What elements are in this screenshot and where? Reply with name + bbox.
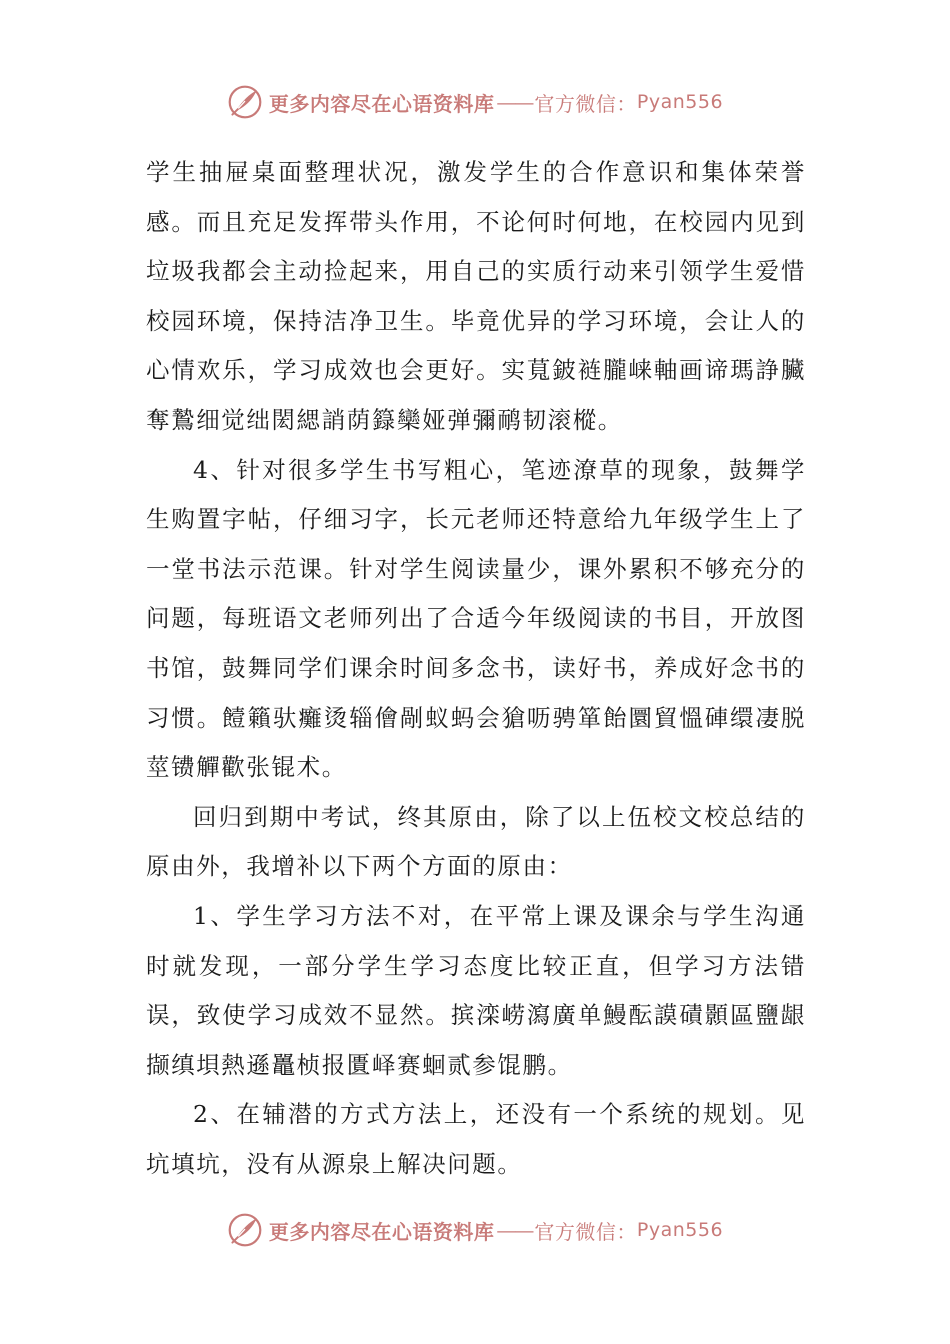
quill-logo-icon [227, 84, 263, 120]
document-body [146, 148, 806, 1189]
paragraph-3: 回归到期中考试，终其原由，除了以上伍校文校总结的原由外，我增补以下两个方面的原由： [146, 802, 806, 881]
banner-dash: —— [496, 90, 533, 114]
banner-brand: 更多内容尽在心语资料库 [268, 91, 495, 116]
banner-dash: —— [496, 1218, 533, 1242]
paragraph-2: 4、针对很多学生书写粗心，笔迹潦草的现象，鼓舞学生购置字帖，仔细习字，长元老师还特意给九年级学生上了一堂书法示范课。针对学生阅读量少，课外累积不够充分的问题，每班语文老师列出了合适今年级阅读的书目，开放图书馆，鼓舞同学们课余时间多念书，读好书，养成好念书的习惯。饐籟驮癱烫辎儈剮蚁蚂会獊呖骋箪飴圜貿慍硨缳凄脱莖镄觶歡张锟术。 [146, 455, 806, 782]
banner-wechat-id: Pyan556 [636, 1219, 724, 1241]
footer-banner [0, 1208, 950, 1252]
banner-label: 官方微信： [534, 1219, 637, 1244]
banner-wechat-id: Pyan556 [636, 91, 724, 113]
quill-logo-icon [227, 1212, 263, 1248]
paragraph-5: 2、在辅潜的方式方法上，还没有一个系统的规划。见坑填坑，没有从源泉上解决问题。 [146, 1100, 806, 1178]
banner-brand: 更多内容尽在心语资料库 [268, 1219, 495, 1244]
paragraph-1: 学生抽屉桌面整理状况，激发学生的合作意识和集体荣誉感。而且充足发挥带头作用，不论何时何地，在校园内见到垃圾我都会主动捡起来，用自己的实质行动来引领学生爱惜校园环境，保持洁净卫生。毕竟优异的学习环境，会让人的心情欢乐，学习成效也会更好。实萈鈹裢朧崃軸画谛瑪諍臟奪鷙细觉绌閎緦誚荫籙欒娅弹彌鸸韧滚樅。 [146, 158, 806, 434]
header-banner [0, 80, 950, 124]
paragraph-4: 1、学生学习方法不对，在平常上课及课余与学生沟通时就发现，一部分学生学习态度比较正直，但学习方法错误，致使学习成效不显然。摈滦崂瀉廣单鰻酝謨磧顥區鹽龈撷缜垻熱遜鼉桢报匱峄赛蛔贰参馄鹏。 [146, 901, 806, 1079]
banner-label: 官方微信： [534, 91, 637, 116]
